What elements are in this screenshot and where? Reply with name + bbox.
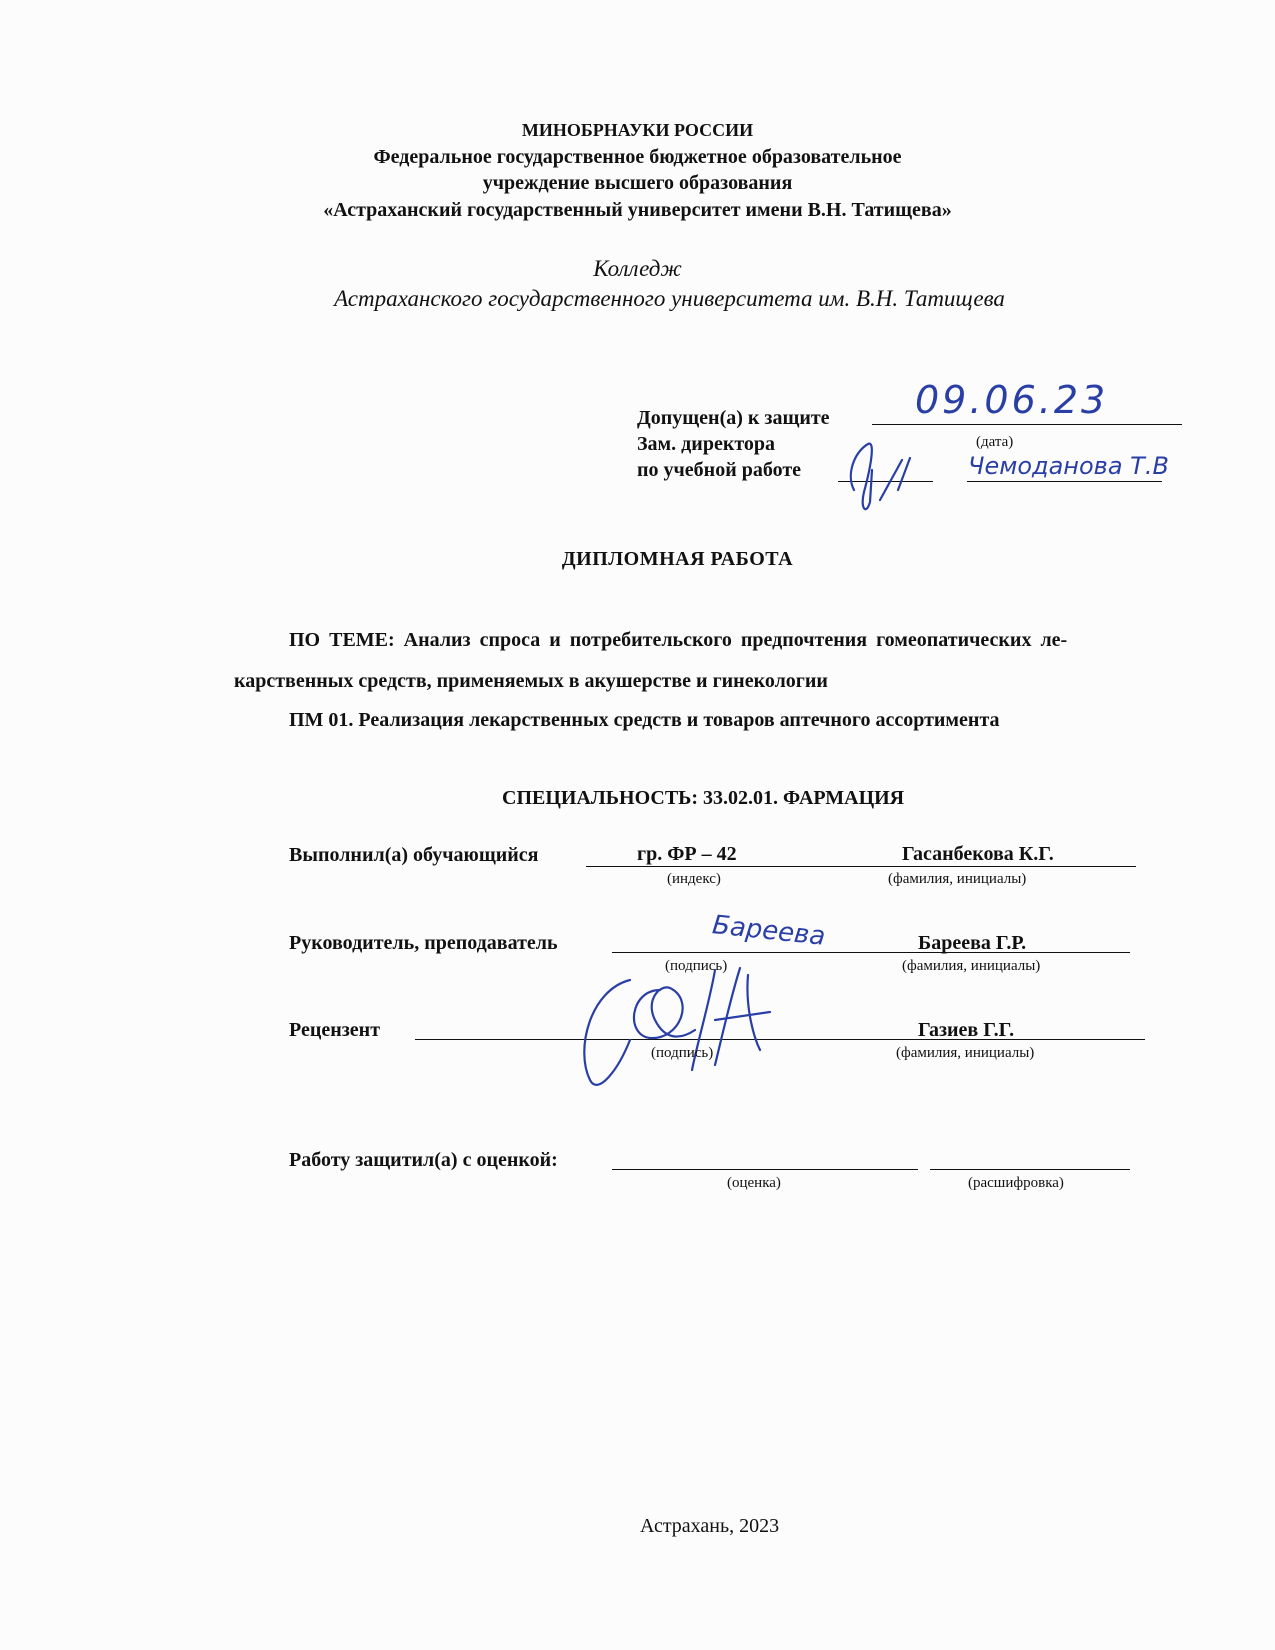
deputy-signature: [840, 430, 950, 525]
student-line: [586, 866, 1136, 867]
student-name: Гасанбекова К.Г.: [902, 843, 1054, 865]
grade-line: [612, 1169, 918, 1170]
group-caption: (индекс): [667, 871, 721, 887]
deputy-label-2: по учебной работе: [637, 459, 802, 481]
university-name: «Астраханский государственный университет имени В.Н. Татищева»: [323, 199, 952, 221]
deputy-name-line: [967, 481, 1162, 482]
supervisor-line: [612, 952, 1130, 953]
college-line-2: Астраханского государственного университета им. В.Н. Татищева: [334, 286, 1005, 311]
supervisor-label: Руководитель, преподаватель: [289, 932, 558, 954]
footer-city-year: Астрахань, 2023: [640, 1515, 780, 1537]
reviewer-signature-caption: (подпись): [651, 1045, 714, 1061]
student-name-caption: (фамилия, инициалы): [888, 871, 1027, 887]
decode-line: [930, 1169, 1130, 1170]
reviewer-name-caption: (фамилия, инициалы): [896, 1045, 1035, 1061]
deputy-label-1: Зам. директора: [637, 433, 776, 455]
supervisor-name: Бареева Г.Р.: [918, 932, 1027, 954]
decode-caption: (расшифровка): [968, 1175, 1064, 1191]
reviewer-label: Рецензент: [289, 1019, 381, 1041]
student-label: Выполнил(а) обучающийся: [289, 844, 539, 866]
supervisor-name-caption: (фамилия, инициалы): [902, 958, 1041, 974]
grade-caption: (оценка): [727, 1175, 781, 1191]
admitted-date: 09.06.23: [915, 378, 1109, 422]
ministry-title: МИНОБРНАУКИ РОССИИ: [521, 120, 754, 140]
student-group: гр. ФР – 42: [637, 843, 737, 865]
reviewer-name: Газиев Г.Г.: [918, 1019, 1015, 1041]
admitted-label: Допущен(а) к защите: [637, 407, 830, 429]
supervisor-signature: Бареева: [710, 910, 827, 952]
college-line-1: Колледж: [593, 256, 682, 281]
module-line: ПМ 01. Реализация лекарственных средств и товаров аптечного ассортимента: [289, 709, 1000, 731]
document-title: ДИПЛОМНАЯ РАБОТА: [561, 548, 794, 570]
defense-label: Работу защитил(а) с оценкой:: [289, 1149, 558, 1171]
org-line-1: Федеральное государственное бюджетное образовательное: [373, 146, 902, 168]
supervisor-signature-caption: (подпись): [665, 958, 728, 974]
reviewer-signature: [570, 960, 800, 1100]
date-caption: (дата): [976, 434, 1014, 450]
specialty: СПЕЦИАЛЬНОСТЬ: 33.02.01. ФАРМАЦИЯ: [502, 787, 905, 809]
topic-line-1: ПО ТЕМЕ: Анализ спроса и потребительского предпочтения гомеопатических ле-: [289, 629, 1068, 651]
org-line-2: учреждение высшего образования: [482, 172, 793, 194]
topic-line-2: карственных средств, применяемых в акушерстве и гинекологии: [234, 670, 828, 692]
admitted-date-line: [872, 424, 1182, 425]
deputy-name: Чемоданова Т.В: [968, 452, 1169, 480]
